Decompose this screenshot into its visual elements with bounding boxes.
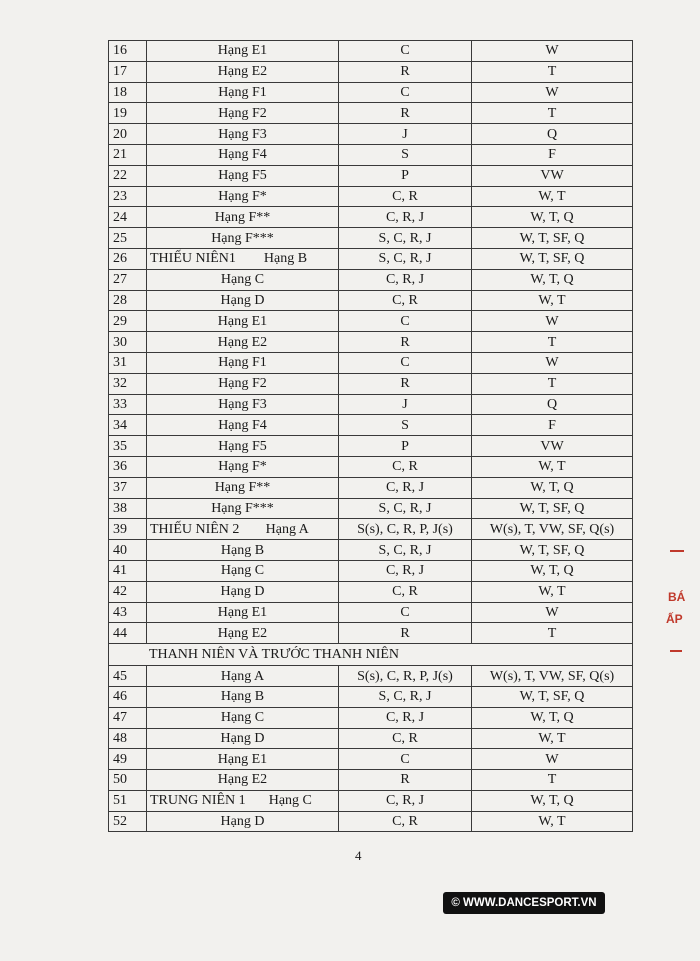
table-row xyxy=(109,311,633,332)
dances-cell: C xyxy=(339,82,472,103)
row-number: 20 xyxy=(109,124,147,145)
class-cell xyxy=(147,248,339,269)
row-number: 30 xyxy=(109,332,147,353)
class-cell xyxy=(147,124,339,145)
row-number: 42 xyxy=(109,581,147,602)
table-row xyxy=(109,144,633,165)
final-dances-cell: Q xyxy=(472,124,633,145)
table-row xyxy=(109,811,633,832)
table-row xyxy=(109,61,633,82)
class-label: Hạng F5 xyxy=(218,168,267,184)
table-row xyxy=(109,82,633,103)
watermark-logo: © WWW.DANCESPORT.VN xyxy=(443,892,605,914)
dances-cell: C, R, J xyxy=(339,790,472,811)
table-row xyxy=(109,707,633,728)
dances-cell: R xyxy=(339,103,472,124)
table-row xyxy=(109,290,633,311)
dances-cell: S xyxy=(339,415,472,436)
table-row xyxy=(109,498,633,519)
final-dances-cell: W xyxy=(472,749,633,770)
row-number: 45 xyxy=(109,666,147,687)
final-dances-cell: W(s), T, VW, SF, Q(s) xyxy=(472,666,633,687)
table-row xyxy=(109,165,633,186)
table-row xyxy=(109,560,633,581)
class-label: Hạng F5 xyxy=(218,438,267,454)
class-cell xyxy=(147,332,339,353)
row-number: 49 xyxy=(109,749,147,770)
stamp-mark-bottom xyxy=(670,650,682,655)
dances-cell: S xyxy=(339,144,472,165)
final-dances-cell: W, T, SF, Q xyxy=(472,686,633,707)
final-dances-cell: F xyxy=(472,144,633,165)
class-cell xyxy=(147,436,339,457)
dances-cell: C xyxy=(339,352,472,373)
class-label: Hạng C xyxy=(220,272,265,288)
class-cell xyxy=(147,519,339,540)
table-row xyxy=(109,581,633,602)
final-dances-cell: T xyxy=(472,770,633,791)
final-dances-cell: W, T, SF, Q xyxy=(472,498,633,519)
class-label: Hạng F** xyxy=(214,480,271,496)
table-row xyxy=(109,623,633,644)
class-cell xyxy=(147,456,339,477)
stamp-text-2: ẤP xyxy=(666,612,683,626)
class-label: Hạng E2 xyxy=(217,64,268,80)
row-number: 35 xyxy=(109,436,147,457)
class-label: Hạng F2 xyxy=(218,105,267,121)
dances-cell: C, R xyxy=(339,186,472,207)
class-cell xyxy=(147,581,339,602)
final-dances-cell: W xyxy=(472,602,633,623)
class-label: Hạng E2 xyxy=(217,334,268,350)
dances-cell: C, R, J xyxy=(339,207,472,228)
class-label: Hạng B xyxy=(220,542,265,558)
dances-cell: R xyxy=(339,332,472,353)
row-number: 38 xyxy=(109,498,147,519)
class-label: Hạng F*** xyxy=(211,230,274,246)
row-number: 21 xyxy=(109,144,147,165)
dances-cell: C, R xyxy=(339,811,472,832)
dances-cell: S(s), C, R, P, J(s) xyxy=(339,666,472,687)
table-row xyxy=(109,790,633,811)
row-number: 24 xyxy=(109,207,147,228)
row-number: 52 xyxy=(109,811,147,832)
class-label: Hạng F3 xyxy=(218,396,267,412)
final-dances-cell: W, T, Q xyxy=(472,560,633,581)
row-number: 16 xyxy=(109,41,147,62)
row-number: 51 xyxy=(109,790,147,811)
row-number: 28 xyxy=(109,290,147,311)
final-dances-cell: T xyxy=(472,103,633,124)
final-dances-cell: W, T, Q xyxy=(472,207,633,228)
dances-cell: C, R xyxy=(339,581,472,602)
final-dances-cell: W, T, Q xyxy=(472,790,633,811)
dances-cell: S, C, R, J xyxy=(339,686,472,707)
class-cell xyxy=(147,352,339,373)
row-number: 17 xyxy=(109,61,147,82)
final-dances-cell: W, T, SF, Q xyxy=(472,248,633,269)
final-dances-cell: W, T, SF, Q xyxy=(472,228,633,249)
class-label: Hạng B xyxy=(263,251,308,267)
stamp-text-1: BÁ xyxy=(668,590,686,604)
class-label: Hạng E1 xyxy=(217,313,268,329)
page-number: 4 xyxy=(355,848,362,863)
dances-cell: R xyxy=(339,770,472,791)
row-number: 25 xyxy=(109,228,147,249)
class-cell xyxy=(147,749,339,770)
dances-cell: S, C, R, J xyxy=(339,498,472,519)
class-cell xyxy=(147,811,339,832)
red-stamp-fragment xyxy=(660,540,700,700)
row-number: 47 xyxy=(109,707,147,728)
row-number: 22 xyxy=(109,165,147,186)
class-label: Hạng F** xyxy=(214,209,271,225)
class-label: Hạng F1 xyxy=(218,84,267,100)
final-dances-cell: T xyxy=(472,61,633,82)
class-cell xyxy=(147,269,339,290)
dances-cell: C xyxy=(339,602,472,623)
class-label: Hạng F* xyxy=(218,459,267,475)
final-dances-cell: Q xyxy=(472,394,633,415)
dances-cell: R xyxy=(339,373,472,394)
final-dances-cell: VW xyxy=(472,436,633,457)
row-number: 23 xyxy=(109,186,147,207)
dances-cell: S, C, R, J xyxy=(339,540,472,561)
class-cell xyxy=(147,41,339,62)
class-cell xyxy=(147,228,339,249)
row-number: 44 xyxy=(109,623,147,644)
table-row xyxy=(109,124,633,145)
row-number: 50 xyxy=(109,770,147,791)
class-label: Hạng C xyxy=(220,563,265,579)
class-cell xyxy=(147,560,339,581)
class-label: Hạng F2 xyxy=(218,376,267,392)
class-cell xyxy=(147,770,339,791)
table-row xyxy=(109,770,633,791)
class-label: Hạng E1 xyxy=(217,751,268,767)
row-number: 37 xyxy=(109,477,147,498)
table-row xyxy=(109,228,633,249)
dances-cell: C, R, J xyxy=(339,269,472,290)
class-label: Hạng E2 xyxy=(217,772,268,788)
dances-cell: C, R, J xyxy=(339,477,472,498)
class-label: Hạng C xyxy=(220,710,265,726)
final-dances-cell: W, T, Q xyxy=(472,477,633,498)
row-number: 33 xyxy=(109,394,147,415)
class-cell xyxy=(147,61,339,82)
class-label: Hạng A xyxy=(265,521,309,537)
age-group-label: THIẾU NIÊN 2 xyxy=(150,521,240,537)
class-label: Hạng F3 xyxy=(218,126,267,142)
row-number: 41 xyxy=(109,560,147,581)
table-row xyxy=(109,436,633,457)
class-cell xyxy=(147,790,339,811)
final-dances-cell: F xyxy=(472,415,633,436)
class-label: Hạng E1 xyxy=(217,43,268,59)
table-row xyxy=(109,332,633,353)
final-dances-cell: W, T xyxy=(472,811,633,832)
class-cell xyxy=(147,498,339,519)
class-label: Hạng F4 xyxy=(218,147,267,163)
row-number: 46 xyxy=(109,686,147,707)
row-number: 36 xyxy=(109,456,147,477)
table-row xyxy=(109,477,633,498)
class-label: Hạng E1 xyxy=(217,604,268,620)
section-row xyxy=(109,644,633,666)
row-number: 18 xyxy=(109,82,147,103)
table-row xyxy=(109,540,633,561)
class-cell xyxy=(147,686,339,707)
table-row xyxy=(109,207,633,228)
final-dances-cell: W, T xyxy=(472,581,633,602)
stamp-mark-top xyxy=(670,550,684,555)
competition-table xyxy=(108,40,633,832)
final-dances-cell: T xyxy=(472,623,633,644)
class-cell xyxy=(147,373,339,394)
final-dances-cell: W xyxy=(472,41,633,62)
row-number: 19 xyxy=(109,103,147,124)
dances-cell: C, R xyxy=(339,290,472,311)
table-row xyxy=(109,602,633,623)
class-cell xyxy=(147,144,339,165)
class-cell xyxy=(147,290,339,311)
class-cell xyxy=(147,165,339,186)
class-label: Hạng B xyxy=(220,689,265,705)
dances-cell: C, R, J xyxy=(339,707,472,728)
table-row xyxy=(109,103,633,124)
class-label: Hạng E2 xyxy=(217,625,268,641)
dances-cell: P xyxy=(339,436,472,457)
class-label: Hạng F*** xyxy=(211,500,274,516)
final-dances-cell: W xyxy=(472,82,633,103)
final-dances-cell: W, T xyxy=(472,290,633,311)
final-dances-cell: W, T xyxy=(472,186,633,207)
row-number: 27 xyxy=(109,269,147,290)
dances-cell: R xyxy=(339,623,472,644)
final-dances-cell: W(s), T, VW, SF, Q(s) xyxy=(472,519,633,540)
table-row xyxy=(109,41,633,62)
final-dances-cell: W, T, Q xyxy=(472,707,633,728)
class-label: Hạng D xyxy=(220,292,265,308)
dances-cell: C, R, J xyxy=(339,560,472,581)
row-number: 48 xyxy=(109,728,147,749)
table-row xyxy=(109,248,633,269)
table-row xyxy=(109,269,633,290)
class-cell xyxy=(147,707,339,728)
class-cell xyxy=(147,477,339,498)
row-number: 40 xyxy=(109,540,147,561)
table-row xyxy=(109,456,633,477)
age-group-label: THIẾU NIÊN1 xyxy=(150,251,236,267)
table-row xyxy=(109,666,633,687)
row-number: 26 xyxy=(109,248,147,269)
table-body xyxy=(109,41,633,832)
class-label: Hạng C xyxy=(268,793,312,809)
dances-cell: J xyxy=(339,124,472,145)
class-cell xyxy=(147,540,339,561)
row-number: 29 xyxy=(109,311,147,332)
class-label: Hạng A xyxy=(220,668,265,684)
final-dances-cell: W xyxy=(472,352,633,373)
final-dances-cell: T xyxy=(472,332,633,353)
dances-cell: C xyxy=(339,749,472,770)
class-cell xyxy=(147,415,339,436)
class-label: Hạng F4 xyxy=(218,417,267,433)
row-number: 43 xyxy=(109,602,147,623)
table-row xyxy=(109,186,633,207)
class-cell xyxy=(147,186,339,207)
final-dances-cell: W xyxy=(472,311,633,332)
class-label: Hạng F* xyxy=(218,188,267,204)
dances-cell: C xyxy=(339,311,472,332)
final-dances-cell: VW xyxy=(472,165,633,186)
final-dances-cell: W, T xyxy=(472,456,633,477)
table-row xyxy=(109,373,633,394)
table-row xyxy=(109,394,633,415)
table-row xyxy=(109,749,633,770)
dances-cell: C, R xyxy=(339,728,472,749)
class-cell xyxy=(147,207,339,228)
table-row xyxy=(109,728,633,749)
final-dances-cell: T xyxy=(472,373,633,394)
class-label: Hạng D xyxy=(220,730,265,746)
class-label: Hạng F1 xyxy=(218,355,267,371)
dances-cell: S, C, R, J xyxy=(339,248,472,269)
class-cell xyxy=(147,623,339,644)
table-row xyxy=(109,686,633,707)
dances-cell: C, R xyxy=(339,456,472,477)
row-number: 39 xyxy=(109,519,147,540)
class-cell xyxy=(147,602,339,623)
class-cell xyxy=(147,728,339,749)
section-title: THANH NIÊN VÀ TRƯỚC THANH NIÊN xyxy=(109,644,633,666)
dances-cell: R xyxy=(339,61,472,82)
class-label: Hạng D xyxy=(220,584,265,600)
age-group-label: TRUNG NIÊN 1 xyxy=(150,793,246,809)
dances-cell: J xyxy=(339,394,472,415)
row-number: 34 xyxy=(109,415,147,436)
class-cell xyxy=(147,311,339,332)
table-row xyxy=(109,352,633,373)
class-cell xyxy=(147,103,339,124)
row-number: 31 xyxy=(109,352,147,373)
row-number: 32 xyxy=(109,373,147,394)
dances-cell: P xyxy=(339,165,472,186)
table-row xyxy=(109,415,633,436)
final-dances-cell: W, T, Q xyxy=(472,269,633,290)
class-cell xyxy=(147,82,339,103)
dances-cell: C xyxy=(339,41,472,62)
table-row xyxy=(109,519,633,540)
dances-cell: S, C, R, J xyxy=(339,228,472,249)
class-label: Hạng D xyxy=(220,814,265,830)
class-cell xyxy=(147,666,339,687)
class-cell xyxy=(147,394,339,415)
dances-cell: S(s), C, R, P, J(s) xyxy=(339,519,472,540)
final-dances-cell: W, T, SF, Q xyxy=(472,540,633,561)
final-dances-cell: W, T xyxy=(472,728,633,749)
